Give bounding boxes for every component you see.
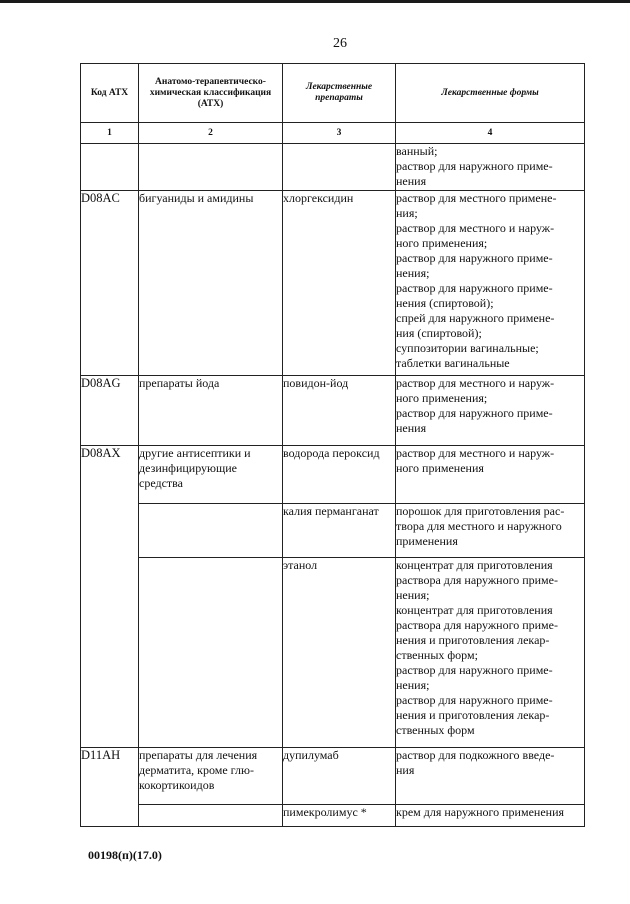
classification-cell: бигуаниды и амидины — [139, 191, 283, 376]
table-row — [81, 805, 585, 827]
dosage-form-line: нения; — [396, 588, 430, 602]
column-number: 4 — [396, 123, 585, 144]
atx-code-cell — [81, 144, 139, 191]
atx-code-cell: D08AX — [81, 446, 139, 748]
dosage-form-line: раствор для наружного приме- — [396, 663, 553, 677]
dosage-form-line: раствор для наружного приме- — [396, 251, 553, 265]
dosage-form-line: ния; — [396, 206, 418, 220]
classification-cell: другие антисептики и дезинфицирующие средства — [139, 446, 283, 504]
drug-cell: калия перманганат — [283, 504, 396, 558]
dosage-form-line: нения и приготовления лекар- — [396, 708, 550, 722]
dosage-form-line: ственных форм; — [396, 648, 478, 662]
table-row — [81, 558, 585, 748]
dosage-form-line: нения — [396, 421, 427, 435]
dosage-forms-cell — [396, 805, 585, 827]
table-row — [81, 191, 585, 376]
dosage-form-line: ния — [396, 763, 415, 777]
dosage-form-line: ванный; — [396, 144, 438, 158]
column-number: 2 — [139, 123, 283, 144]
page-number: 26 — [333, 36, 347, 51]
atx-table — [80, 63, 585, 827]
dosage-form-line: спрей для наружного примене- — [396, 311, 555, 325]
dosage-form-line: суппозитории вагинальные; — [396, 341, 539, 355]
dosage-form-line: нения — [396, 174, 427, 188]
column-number: 3 — [283, 123, 396, 144]
drug-cell: водорода пероксид — [283, 446, 396, 504]
classification-cell: препараты для лечения дерматита, кроме глю-кокортикоидов — [139, 748, 283, 805]
dosage-form-line: концентрат для приготовления — [396, 558, 553, 572]
dosage-form-line: раствора для наружного приме- — [396, 573, 558, 587]
dosage-form-line: твора для местного и наружного — [396, 519, 562, 533]
classification-cell — [139, 144, 283, 191]
dosage-form-line: раствор для наружного приме- — [396, 159, 553, 173]
drug-cell: повидон-йод — [283, 376, 396, 446]
dosage-form-line: таблетки вагинальные — [396, 356, 510, 370]
dosage-form-line: раствор для местного и наруж- — [396, 221, 555, 235]
classification-cell: препараты йода — [139, 376, 283, 446]
dosage-form-line: раствор для подкожного введе- — [396, 748, 555, 762]
classification-cell — [139, 504, 283, 558]
dosage-forms-cell — [396, 191, 585, 376]
document-code: 00198(п)(17.0) — [88, 848, 162, 862]
classification-cell — [139, 558, 283, 748]
drug-cell: дупилумаб — [283, 748, 396, 805]
classification-cell — [139, 805, 283, 827]
dosage-forms-cell — [396, 446, 585, 504]
dosage-form-line: ного применения; — [396, 236, 488, 250]
dosage-form-line: ственных форм — [396, 723, 475, 737]
drug-cell: пимекролимус * — [283, 805, 396, 827]
dosage-form-line: нения (спиртовой); — [396, 296, 494, 310]
dosage-forms-cell — [396, 144, 585, 191]
dosage-forms-cell — [396, 376, 585, 446]
drug-cell — [283, 144, 396, 191]
table-row — [81, 376, 585, 446]
dosage-form-line: порошок для приготовления рас- — [396, 504, 565, 518]
dosage-form-line: раствор для местного примене- — [396, 191, 557, 205]
atx-code-cell: D08AC — [81, 191, 139, 376]
dosage-form-line: концентрат для приготовления — [396, 603, 553, 617]
header-atx-classification: Анатомо-терапевтическо-химическая классификация (АТХ) — [139, 64, 283, 123]
drug-cell: хлоргексидин — [283, 191, 396, 376]
table-row — [81, 748, 585, 805]
table-row — [81, 446, 585, 504]
dosage-form-line: ного применения; — [396, 391, 488, 405]
dosage-form-line: раствор для наружного приме- — [396, 693, 553, 707]
dosage-forms-cell — [396, 748, 585, 805]
dosage-form-line: крем для наружного применения — [396, 805, 565, 819]
top-border-rule — [0, 0, 630, 3]
dosage-form-line: раствор для местного и наруж- — [396, 376, 555, 390]
dosage-form-line: применения — [396, 534, 458, 548]
dosage-form-line: раствор для местного и наруж- — [396, 446, 555, 460]
dosage-form-line: нения; — [396, 678, 430, 692]
dosage-forms-cell — [396, 558, 585, 748]
dosage-form-line: раствора для наружного приме- — [396, 618, 558, 632]
dosage-form-line: ния (спиртовой); — [396, 326, 482, 340]
dosage-form-line: нения; — [396, 266, 430, 280]
atx-code-cell: D08AG — [81, 376, 139, 446]
column-number: 1 — [81, 123, 139, 144]
dosage-form-line: раствор для наружного приме- — [396, 281, 553, 295]
column-number-row — [81, 123, 585, 144]
dosage-form-line: раствор для наружного приме- — [396, 406, 553, 420]
header-atx-code: Код АТХ — [81, 64, 139, 123]
dosage-forms-cell — [396, 504, 585, 558]
table-header-row — [81, 64, 585, 123]
dosage-form-line: ного применения — [396, 461, 484, 475]
header-dosage-forms: Лекарственные формы — [396, 64, 585, 123]
table-row — [81, 504, 585, 558]
atx-code-cell: D11AH — [81, 748, 139, 827]
drug-cell: этанол — [283, 558, 396, 748]
dosage-form-line: нения и приготовления лекар- — [396, 633, 550, 647]
table-row — [81, 144, 585, 191]
header-drugs: Лекарственные препараты — [283, 64, 396, 123]
